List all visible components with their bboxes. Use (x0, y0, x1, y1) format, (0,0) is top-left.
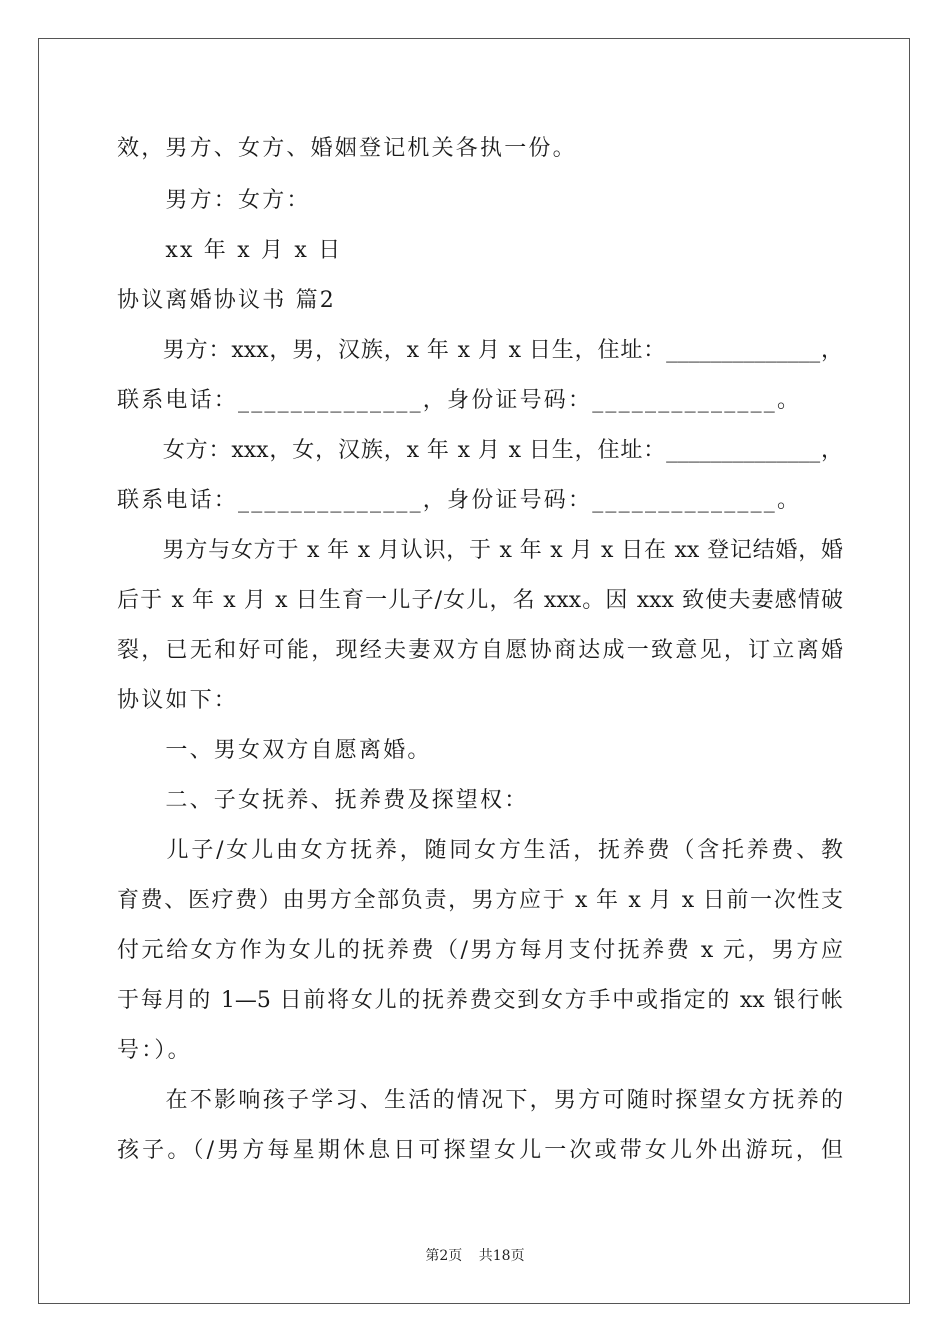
text-line: 裂，已无和好可能，现经夫妻双方自愿协商达成一致意见，订立离婚 (117, 638, 843, 663)
text-line: 儿子/女儿由女方抚养，随同女方生活，抚养费（含托养费、教 (117, 838, 843, 863)
page-number: 第2页 (425, 1248, 463, 1264)
text-line: 号：）。 (117, 1038, 192, 1063)
text-line: 女方：xxx，女，汉族，x 年 x 月 x 日生，住址：______________， (117, 438, 843, 463)
page-total: 共18页 (478, 1248, 525, 1264)
text-line: 二、子女抚养、抚养费及探望权： (117, 788, 529, 813)
text-line: 效，男方、女方、婚姻登记机关各执一份。 (117, 136, 577, 161)
text-line: 孩子。（/男方每星期休息日可探望女儿一次或带女儿外出游玩，但 (117, 1138, 843, 1163)
text-line: 育费、医疗费）由男方全部负责，男方应于 x 年 x 月 x 日前一次性支 (117, 888, 843, 913)
text-line: 于每月的 1—5 日前将女儿的抚养费交到女方手中或指定的 xx 银行帐 (117, 988, 843, 1013)
text-line: 联系电话：______________，身份证号码：______________。 (117, 488, 802, 513)
text-line: xx 年 x 月 x 日 (117, 238, 343, 263)
text-line: 后于 x 年 x 月 x 日生育一儿子/女儿，名 xxx。因 xxx 致使夫妻感情破 (117, 588, 843, 613)
text-line: 男方：女方： (117, 188, 311, 213)
section-heading: 协议离婚协议书 篇2 (117, 288, 336, 313)
text-line: 付元给女方作为女儿的抚养费（/男方每月支付抚养费 x 元，男方应 (117, 938, 843, 963)
text-line: 协议如下： (117, 688, 239, 713)
text-line: 一、男女双方自愿离婚。 (117, 738, 432, 763)
text-line: 联系电话：______________，身份证号码：______________。 (117, 388, 802, 413)
text-line: 在不影响孩子学习、生活的情况下，男方可随时探望女方抚养的 (117, 1088, 843, 1113)
page-footer (0, 1245, 950, 1265)
text-line: 男方与女方于 x 年 x 月认识，于 x 年 x 月 x 日在 xx 登记结婚，婚 (117, 538, 843, 563)
text-line: 男方：xxx，男，汉族，x 年 x 月 x 日生，住址：______________， (117, 338, 843, 363)
